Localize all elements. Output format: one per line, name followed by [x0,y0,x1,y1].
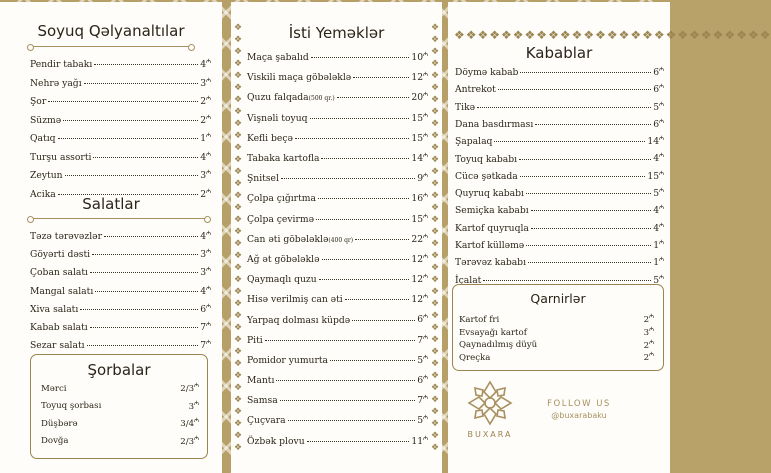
dot-leader [307,441,410,442]
isti-item [247,171,428,191]
item-name: Dovğa [41,436,69,447]
item-name: Quzu falqada [247,92,309,104]
sorbalar-item [41,434,199,452]
dot-leader [520,176,646,177]
dot-leader [276,380,415,381]
kabablar-item [455,169,664,186]
dot-leader [87,345,199,346]
item-name: Mangal salatı [30,285,94,297]
salatlar-item [30,247,211,265]
item-price: 2/3₼ [180,434,199,447]
kabablar-list [455,65,664,290]
soyuq-item [30,131,211,150]
manat-icon: ₼ [423,232,428,240]
isti-item [247,232,428,252]
dot-leader [94,64,198,65]
manat-icon: ₼ [423,51,428,58]
item-name: Qaynadılmış düyü [459,340,538,351]
item-price: 1₼ [200,132,211,145]
salatlar-item [30,265,211,283]
item-portion: (500 qr.) [308,95,335,103]
manat-icon: ₼ [206,95,211,102]
top-ornament-border: ❖❖❖❖❖❖❖❖❖❖❖❖❖❖❖❖❖❖❖❖❖❖❖❖❖❖❖ [454,28,771,42]
item-name: Evsayağı kartof [459,327,527,338]
dot-leader [526,193,651,194]
kabablar-item [455,151,664,168]
item-price: 2₼ [643,313,654,325]
dot-leader [526,245,651,246]
dot-leader [92,254,198,255]
item-name: Qreçka [459,353,491,364]
item-name: Çoban salatı [30,267,88,279]
item-price: 6₼ [653,117,664,130]
isti-item [247,333,428,353]
manat-icon: ₼ [659,238,664,246]
item-price: 14₼ [411,151,428,164]
dot-leader [528,262,651,263]
item-name: Kefli beçə [247,132,293,144]
item-name: İçalat [455,274,482,286]
qarnirler-item [459,338,654,351]
qarnirler-item [459,312,654,325]
isti-item [247,111,428,131]
manat-icon: ₼ [206,58,211,65]
manat-icon: ₼ [423,71,428,79]
item-price: 5₼ [653,273,664,286]
manat-icon: ₼ [659,169,664,177]
item-price: 4₼ [200,284,211,297]
manat-icon: ₼ [659,221,664,229]
manat-icon: ₼ [423,414,428,422]
isti-item [247,312,428,332]
item-price: 3₼ [188,399,199,412]
side-ornament-left: ❖❖❖❖❖❖❖❖❖❖❖❖❖❖❖❖❖❖❖❖❖❖❖❖❖❖❖❖❖❖❖❖❖❖❖❖ [233,23,243,453]
item-portion: (400 qr) [328,236,354,244]
dot-leader [520,72,651,73]
qarnirler-list [459,312,654,363]
dot-leader [498,89,651,90]
dot-leader [90,272,198,273]
isti-item [247,413,428,433]
salatlar-title: Salatlar [82,195,140,213]
item-name: Şor [30,96,47,108]
item-name: Piti [247,334,263,346]
item-name: Toyuq şorbası [41,401,102,412]
manat-icon: ₼ [659,135,664,143]
dot-leader [311,57,410,58]
qarnirler-item [459,325,654,338]
dot-leader [281,178,415,179]
buxara-logo-icon [466,380,514,426]
kabablar-item [455,203,664,220]
dot-leader [90,327,199,328]
kabablar-item [455,186,664,203]
dot-leader [84,83,199,84]
manat-icon: ₼ [194,399,199,407]
item-name: Çuçvara [247,415,286,427]
item-name: Şapalaq [455,136,493,148]
item-name: Sezar salatı [30,340,85,352]
item-price: 7₼ [417,333,428,346]
item-price: 10₼ [411,51,428,64]
dot-leader [63,120,198,121]
item-price: 5₼ [653,100,664,113]
item-price: 2₼ [200,95,211,108]
item-name: Ağ ət göbələklə [247,253,320,265]
manat-icon: ₼ [194,434,199,442]
item-price: 12₼ [411,252,428,265]
item-price: 7₼ [417,394,428,407]
manat-icon: ₼ [659,204,664,212]
manat-icon: ₼ [423,374,428,381]
manat-icon: ₼ [194,382,199,389]
social-handle-link[interactable]: @buxarabaku [551,411,607,420]
dot-leader [345,299,410,300]
manat-icon: ₼ [423,151,428,159]
manat-icon: ₼ [659,117,664,125]
item-price: 5₼ [653,187,664,200]
item-price: 15₼ [411,131,428,144]
soyuq-divider [30,46,192,47]
item-name: Quyruq kababı [455,188,524,200]
item-name: Antrekot [455,84,496,96]
manat-icon: ₼ [423,91,428,99]
item-name: Hisə verilmiş can əti [247,294,343,306]
isti-item [247,434,428,454]
kabablar-item [455,221,664,238]
salatlar-item [30,284,211,302]
item-price: 3₼ [200,76,211,89]
soyuq-item [30,150,211,169]
kabablar-item [455,238,664,255]
item-name: Mərci [41,383,67,394]
item-name: Göyərti dəsti [30,249,91,261]
item-name: Özbək plovu [247,435,305,447]
isti-title: İsti Yeməklər [288,24,385,42]
item-price: 9₼ [417,172,428,185]
item-name: Xiva salatı [30,303,79,315]
manat-icon: ₼ [659,83,664,91]
item-price: 1₼ [653,238,664,252]
item-name: Kartof fri [459,314,500,325]
dot-leader [280,400,416,401]
manat-icon: ₼ [206,169,211,176]
manat-icon: ₼ [423,131,428,139]
kabablar-item [455,134,664,151]
follow-us-label: FOLLOW US [547,399,611,409]
salatlar-divider [30,218,208,219]
manat-icon: ₼ [423,172,428,180]
item-price: 3₼ [200,169,211,182]
isti-item [247,191,428,211]
manat-icon: ₼ [423,111,428,119]
manat-icon: ₼ [206,132,211,139]
item-name: Tikə [455,101,476,113]
item-price: 7₼ [200,320,211,333]
dot-leader [104,236,198,237]
dot-leader [288,420,416,421]
dot-leader [295,138,409,139]
dot-leader [519,159,651,160]
item-name: Cücə şətkada [455,170,518,182]
item-price: 6₼ [653,83,664,96]
manat-icon: ₼ [206,248,211,256]
manat-icon: ₼ [206,284,211,292]
manat-icon: ₼ [659,152,664,160]
item-price: 3₼ [200,248,211,261]
manat-icon: ₼ [649,351,654,359]
item-name: Çolpa çevirmə [247,213,315,225]
salatlar-item [30,229,211,247]
item-name: Nehrə yağı [30,77,82,89]
manat-icon: ₼ [423,273,428,281]
item-price: 3₼ [643,325,654,338]
manat-icon: ₼ [659,273,664,281]
item-price: 4₼ [653,152,664,165]
item-price: 3/4₼ [180,417,199,429]
isti-item [247,252,428,272]
item-name: Pendir tabakı [30,59,93,71]
manat-icon: ₼ [423,252,428,260]
item-name: Mantı [247,375,275,387]
item-price: 6₼ [200,302,211,315]
sorbalar-box [30,354,208,459]
dot-leader [355,239,409,240]
isti-item [247,70,428,90]
soyuq-item [30,76,211,95]
isti-item [247,212,428,232]
item-price: 2/3₼ [180,382,199,394]
item-price: 1₼ [653,256,664,269]
item-price: 16₼ [411,192,428,205]
item-name: Maça şabalıd [247,52,309,64]
manat-icon: ₼ [423,434,428,442]
item-name: Toyuq kababı [455,153,518,165]
manat-icon: ₼ [649,325,654,333]
manat-icon: ₼ [423,313,428,321]
soyuq-item [30,94,211,113]
item-name: Qaymaqlı quzu [247,274,317,286]
sorbalar-title: Şorbalar [87,361,151,379]
qarnirler-title: Qarnirlər [530,291,586,306]
item-price: 15₼ [411,111,428,124]
manat-icon: ₼ [206,266,211,274]
item-price: 22₼ [411,232,428,245]
isti-item [247,50,428,70]
kabablar-item [455,100,664,117]
brand-name: BUXARA [467,430,513,439]
manat-icon: ₼ [206,187,211,195]
left-panel [0,2,222,473]
item-price: 12₼ [411,273,428,286]
manat-icon: ₼ [206,320,211,328]
item-name: Samsa [247,395,278,407]
isti-item [247,373,428,393]
manat-icon: ₼ [649,313,654,320]
kabablar-item [455,65,664,82]
soyuq-item [30,57,211,76]
item-price: 2₼ [200,187,211,200]
item-name: Can əti göbələklə [247,233,329,245]
item-name: Zeytun [30,170,63,182]
item-name: Dana basdırması [455,118,534,130]
item-price: 11₼ [411,434,428,447]
salatlar-item [30,320,211,338]
dot-leader [310,118,410,119]
item-name: Döymə kabab [455,67,519,79]
item-name: Pomidor yumurta [247,354,329,366]
item-price: 15₼ [411,212,428,225]
dot-leader [353,77,409,78]
item-price: 4₼ [200,230,211,243]
dot-leader [93,157,198,158]
isti-item [247,90,428,110]
sorbalar-list [41,381,199,451]
item-price: 7₼ [200,339,211,352]
item-name: Şnitsel [247,173,279,185]
item-name: Çolpa çığırtma [247,193,316,205]
dot-leader [95,291,198,292]
item-price: 2₼ [643,351,654,364]
item-name: Kartof quyruqla [455,222,529,234]
sorbalar-item [41,381,199,399]
manat-icon: ₼ [194,417,199,424]
dot-leader [531,228,651,229]
soyuq-item [30,168,211,187]
qarnirler-box [452,284,664,371]
item-name: Kartof külləmə [455,240,525,252]
dot-leader [531,210,652,211]
soyuq-title: Soyuq Qəlyanaltılar [37,22,185,40]
dot-leader [337,97,410,98]
qarnirler-item [459,350,654,363]
dot-leader [318,198,409,199]
isti-item [247,393,428,413]
manat-icon: ₼ [423,333,428,341]
isti-item [247,151,428,171]
item-price: 12₼ [411,71,428,84]
kabablar-title: Kabablar [525,44,593,62]
manat-icon: ₼ [206,76,211,84]
dot-leader [65,175,199,176]
item-price: 2₼ [643,338,654,351]
dot-leader [58,138,199,139]
manat-icon: ₼ [206,302,211,310]
side-ornament-right: ❖❖❖❖❖❖❖❖❖❖❖❖❖❖❖❖❖❖❖❖❖❖❖❖❖❖❖❖❖❖❖❖❖❖❖❖ [430,23,440,453]
item-price: 14₼ [647,135,664,148]
item-name: Acika [30,188,56,200]
item-price: 15₼ [647,169,664,182]
kabablar-item [455,82,664,99]
manat-icon: ₼ [659,256,664,264]
dot-leader [535,124,651,125]
item-price: 12₼ [411,293,428,306]
dot-leader [321,158,409,159]
salatlar-item [30,302,211,320]
item-price: 4₼ [653,204,664,217]
item-name: Qatıq [30,133,56,145]
manat-icon: ₼ [206,150,211,158]
item-name: Vişnəli toyuq [247,112,308,124]
isti-item [247,131,428,151]
dot-leader [483,280,651,281]
item-price: 4₼ [653,221,664,234]
manat-icon: ₼ [659,66,664,73]
item-price: 6₼ [417,374,428,387]
dot-leader [477,107,651,108]
manat-icon: ₼ [206,339,211,347]
item-price: 4₼ [200,58,211,71]
item-name: Süzmə [30,114,62,126]
middle-panel [231,2,442,473]
item-price: 6₼ [417,313,428,326]
item-name: Viskili maça göbələklə [247,72,352,84]
manat-icon: ₼ [423,353,428,361]
sorbalar-item [41,416,199,434]
manat-icon: ₼ [206,113,211,121]
isti-item [247,292,428,312]
isti-item [247,272,428,292]
item-name: Tabaka kartofla [247,153,320,164]
manat-icon: ₼ [659,100,664,108]
manat-icon: ₼ [423,394,428,402]
manat-icon: ₼ [649,338,654,346]
item-price: 4₼ [200,150,211,163]
kabablar-item [455,117,664,134]
salatlar-list [30,229,211,356]
manat-icon: ₼ [206,230,211,237]
item-name: Kabab salatı [30,322,88,333]
item-name: Turşu assorti [30,151,92,163]
manat-icon: ₼ [423,192,428,200]
isti-item [247,353,428,373]
item-price: 6₼ [653,66,664,79]
item-name: Yarpaq dolması küpdə [247,314,351,326]
dot-leader [494,141,645,142]
item-name: Tərəvəz kababı [455,257,527,269]
manat-icon: ₼ [659,187,664,195]
soyuq-list [30,57,211,205]
item-price: 2₼ [200,113,211,126]
item-price: 5₼ [417,353,428,366]
item-price: 3₼ [200,266,211,279]
sorbalar-item [41,399,199,417]
dot-leader [322,259,410,260]
manat-icon: ₼ [423,293,428,301]
dot-leader [316,219,409,220]
soyuq-item [30,113,211,132]
dot-leader [265,340,416,341]
item-price: 5₼ [417,414,428,427]
item-price: 20₼ [411,91,428,104]
dot-leader [48,101,198,102]
item-name: Düşbərə [41,418,78,429]
dot-leader [352,320,415,321]
item-name: Təzə tərəvəzlər [30,231,102,243]
isti-list [247,50,428,454]
manat-icon: ₼ [423,212,428,220]
item-name: Semiçka kababı [455,205,529,217]
dot-leader [80,309,198,310]
dot-leader [319,279,410,280]
dot-leader [330,360,415,361]
kabablar-item [455,255,664,272]
